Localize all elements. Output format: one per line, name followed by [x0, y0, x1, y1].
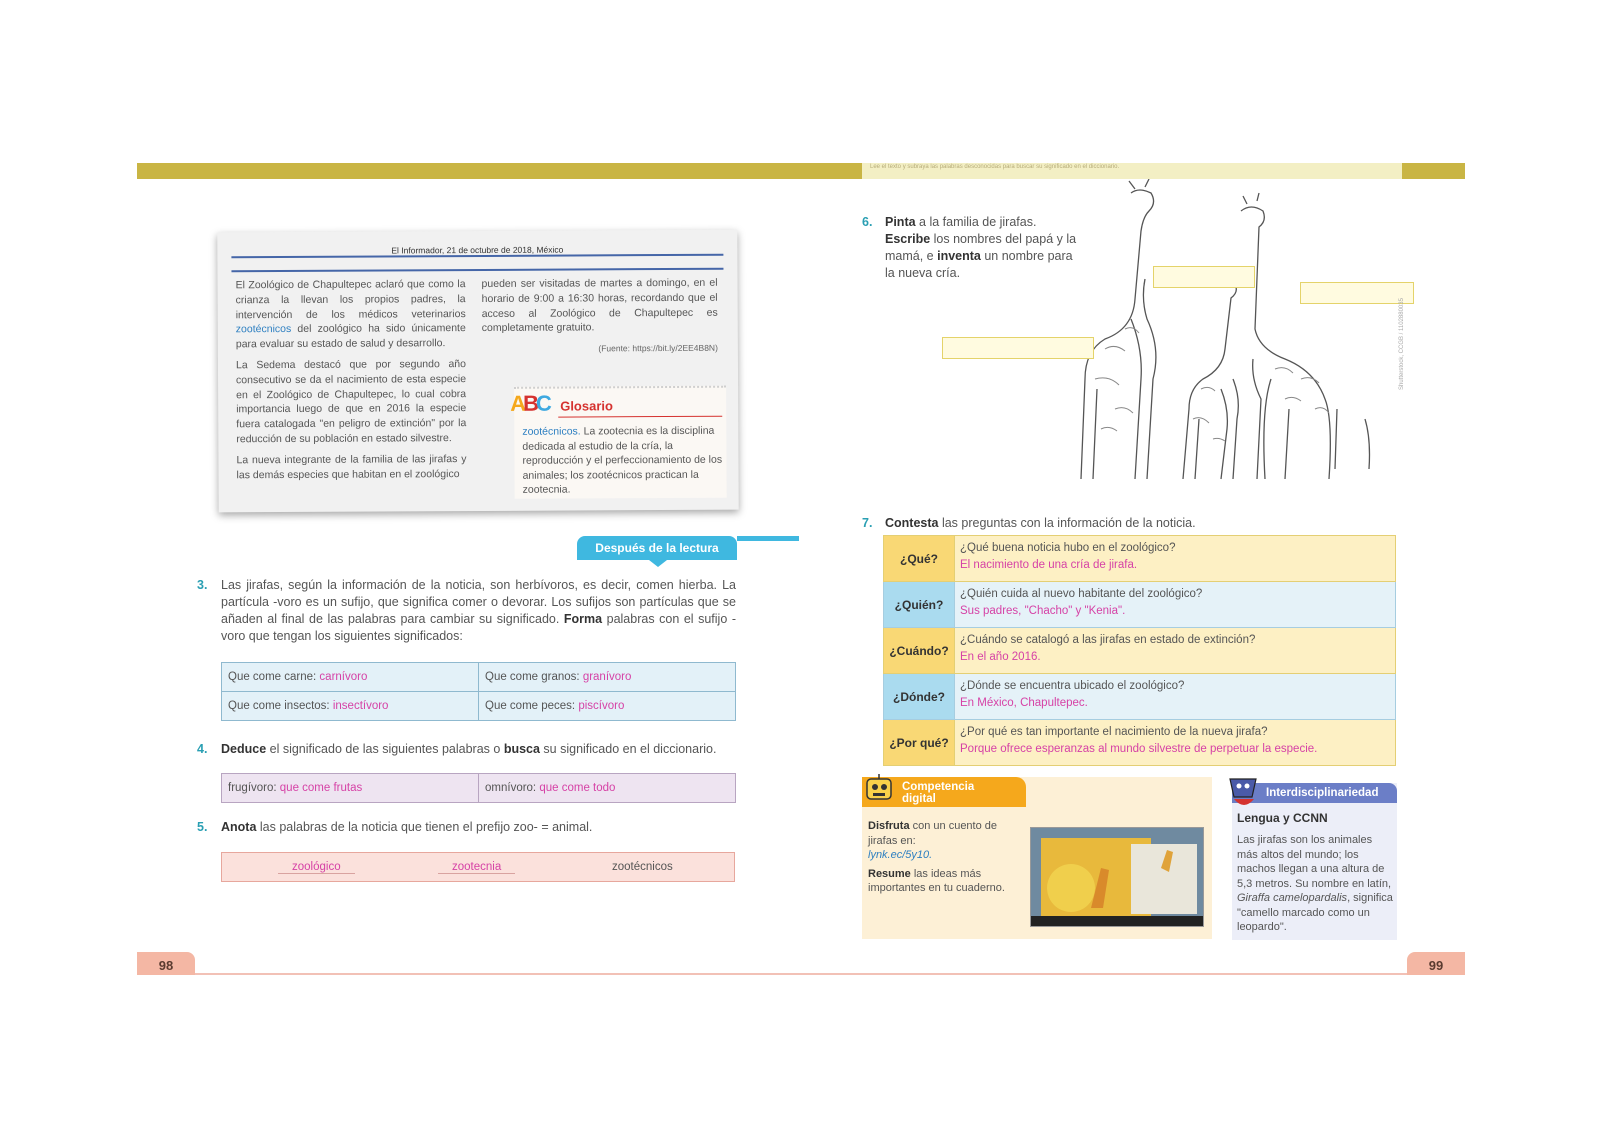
row-header: ¿Por qué?	[884, 720, 955, 766]
answer-word: zoológico	[278, 861, 355, 874]
table-cell: ¿Dónde se encuentra ubicado el zoológico? En México, Chapultepec.	[955, 674, 1396, 720]
name-field-papa[interactable]	[942, 337, 1094, 359]
table-cell: ¿Qué buena noticia hubo en el zoológico? El nacimiento de una cría de jirafa.	[955, 536, 1396, 582]
question-number: 5.	[197, 820, 208, 834]
interdisciplinary-header: Interdisciplinariedad	[1232, 783, 1397, 803]
prefix-answer-box	[221, 852, 735, 882]
clipping-column-2	[482, 276, 718, 357]
table-row	[884, 582, 1396, 628]
clipping-source: (Fuente: https://bit.ly/2EE4B8N)	[598, 342, 718, 354]
question-number: 7.	[862, 516, 873, 530]
question-number: 6.	[862, 215, 873, 229]
suffix-table	[221, 662, 736, 721]
question-4-text: Deduce el significado de las siguientes palabras o busca su significado en el diccionario.	[221, 742, 717, 756]
questions-table	[883, 535, 1396, 766]
glossary-definition: zootécnicos. La zootecnia es la disciplina dedicada al estudio de la cría, la reproducción y el perfeccionamiento de los animales; los zootécnicos practican la zootecnia.	[522, 424, 723, 496]
digital-competence-text: Disfruta con un cuento de jirafas en: lynk.ec/5y10. Resume las ideas más importantes en tu cuaderno.	[868, 820, 1005, 894]
interdisciplinary-subtitle: Lengua y CCNN	[1237, 811, 1328, 825]
glossary-rule	[558, 416, 722, 418]
name-field-cria[interactable]	[1153, 266, 1255, 288]
story-link[interactable]: lynk.ec/5y10.	[868, 849, 933, 861]
table-row	[222, 774, 736, 803]
robot-icon	[864, 773, 894, 805]
video-thumbnail-image	[1031, 828, 1203, 926]
clipping-paragraph: La nueva integrante de la familia de las jirafas y las demás especies que habitan en el zoológico	[236, 452, 467, 481]
section-banner: Después de la lectura	[577, 536, 737, 560]
table-row	[884, 674, 1396, 720]
row-header: ¿Dónde?	[884, 674, 955, 720]
question-7-text: Contesta las preguntas con la información de la noticia.	[885, 516, 1196, 530]
table-row	[884, 628, 1396, 674]
question-number: 3.	[197, 578, 208, 592]
table-cell: Que come peces: piscívoro	[479, 692, 736, 721]
table-cell: frugívoro: que come frutas	[222, 774, 479, 803]
table-cell: ¿Quién cuida al nuevo habitante del zoológico? Sus padres, "Chacho" y "Kenia".	[955, 582, 1396, 628]
row-header: ¿Quién?	[884, 582, 955, 628]
clipping-paragraph: La Sedema destacó que por segundo año consecutivo se da el nacimiento de esta especie en el Zoológico de Chapultepec, lo cual cobra importancia luego de que en 2016 la especie fuera catalogada "en peligro de extinción" por la reducción de su población en estado silvestre.	[235, 358, 467, 446]
table-cell: ¿Cuándo se catalogó a las jirafas en estado de extinción? En el año 2016.	[955, 628, 1396, 674]
table-cell: ¿Por qué es tan importante el nacimiento de la nueva jirafa? Porque ofrece esperanzas al mundo silvestre de perpetuar la especie.	[955, 720, 1396, 766]
clipping-paragraph: pueden ser visitadas de martes a domingo, en el horario de 9:00 a 16:30 horas, recordando que el acceso al Zoológico de Chapultepec es completamente gratuito.	[481, 276, 718, 335]
name-field-mama[interactable]	[1300, 282, 1414, 304]
table-cell: Que come granos: granívoro	[479, 663, 736, 692]
image-credit: Shutterstock, CCGB / 1102880035	[1399, 298, 1405, 390]
clipping-header-rule	[231, 254, 723, 273]
table-cell: Que come carne: carnívoro	[222, 663, 479, 692]
bottom-rule	[137, 973, 1465, 975]
row-header: ¿Cuándo?	[884, 628, 955, 674]
page-number-left: 98	[137, 952, 195, 975]
definitions-table	[221, 773, 736, 803]
interdisciplinary-box	[1232, 783, 1397, 940]
answer-word: zootécnicos	[612, 861, 673, 873]
newspaper-clipping	[217, 230, 738, 513]
digital-competence-box	[862, 777, 1212, 939]
giraffe-outlines	[1081, 179, 1370, 479]
row-header: ¿Qué?	[884, 536, 955, 582]
clipping-header: El Informador, 21 de octubre de 2018, México	[391, 244, 564, 256]
abc-icon: ABC	[510, 390, 549, 416]
glossary-link[interactable]: zootécnicos	[235, 323, 292, 336]
glossary-title: Glosario	[560, 398, 613, 414]
interdisciplinary-text: Las jirafas son los animales más altos del mundo; los machos llegan a una altura de 5,3 metros. Su nombre en latín, Giraffa camelopardalis, significa "camello marcado como un leopardo".	[1237, 834, 1393, 933]
clipping-column-1	[236, 277, 467, 489]
story-video-thumbnail[interactable]	[1030, 827, 1204, 927]
robot-icon	[1226, 775, 1262, 809]
digital-competence-header: Competencia digital	[862, 777, 1026, 807]
top-note: Lee el texto y subraya las palabras desconocidas para buscar su significado en el diccionario.	[862, 163, 1402, 179]
table-row	[884, 720, 1396, 766]
question-number: 4.	[197, 742, 208, 756]
table-cell: omnívoro: que come todo	[479, 774, 736, 803]
page-number-right: 99	[1407, 952, 1465, 975]
question-6-text: Pinta a la familia de jirafas. Escribe los nombres del papá y la mamá, e inventa un nombre para la nueva cría.	[885, 215, 1077, 280]
answer-word: zootecnia	[438, 861, 515, 874]
table-cell: Que come insectos: insectívoro	[222, 692, 479, 721]
table-row	[222, 663, 736, 692]
glossary-box	[510, 386, 727, 499]
question-5-text: Anota las palabras de la noticia que tienen el prefijo zoo- = animal.	[221, 820, 593, 834]
table-row	[222, 692, 736, 721]
banner-rule	[737, 536, 799, 541]
banner-tip	[649, 560, 667, 567]
clipping-paragraph: El Zoológico de Chapultepec aclaró que como la crianza la llevan los propios padres, la intervención de los médicos veterinarios zootécnicos del zoológico ha sido únicamente para evaluar su estado de salud y desarrollo.	[235, 278, 466, 351]
table-row	[884, 536, 1396, 582]
question-3-text: Las jirafas, según la información de la noticia, son herbívoros, es decir, comen hierba. La partícula -voro es un sufijo, que significa comer o devorar. Los sufijos son partículas que se añaden al final de las palabras para cambiar su significado. Forma palabras con el sufijo -voro que tengan los siguientes significados:	[221, 578, 736, 643]
